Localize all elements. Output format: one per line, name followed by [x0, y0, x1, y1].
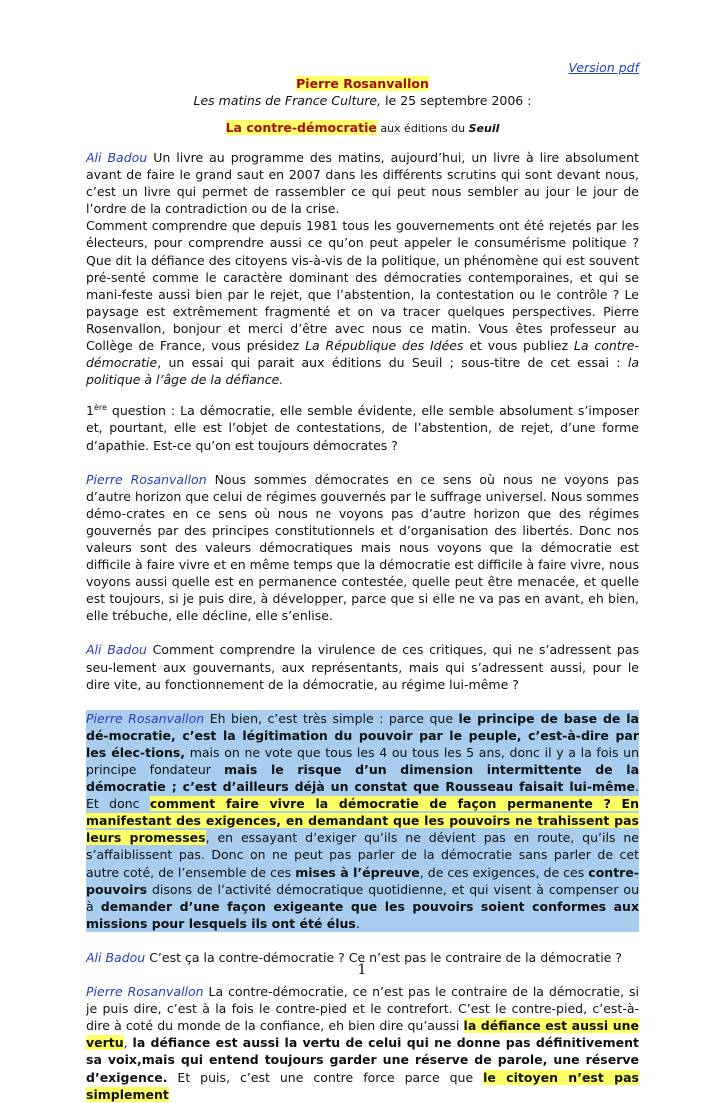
- answer-2-highlighted: [86, 710, 639, 932]
- question-text: question : La démocratie, elle semble évidente, elle semble absolument s’imposer et, pourtant, elle est l’objet de contestations, de l’abstention, de rejet, d’une forme d’apathie. Est-ce qu’on est toujours démocrates ?: [86, 403, 639, 453]
- answer-bold: demander d’une façon exigeante que les pouvoirs soient conformes aux missions pour lesquels ils ont été élus: [86, 898, 640, 931]
- answer-bold: le principe de base de la dé-mocratie, c’est la légitimation du pouvoir par le peuple, c’est-à-dire par les élec-tions,: [86, 710, 639, 760]
- intro-text: Un livre au programme des matins, aujourd’hui, un livre à lire absolument avant de faire le grand saut en 2007 dans les différents scrutins qui sont devant nous, c’est un livre qui permet de rassembler ce qui peut nous sembler au jour le jour de l’ordre de la contradiction ou de la crise.: [86, 150, 639, 217]
- answer-bold: mais le risque d’un dimension intermittente de la démocratie ; c’est d’ailleurs déjà un constat que Rousseau faisait lui-même: [86, 762, 639, 795]
- speaker-host: Ali Badou: [86, 150, 148, 165]
- question-2: [86, 641, 639, 692]
- question-1: [86, 402, 639, 453]
- question-text: C’est ça la contre-démocratie ? Ce n’est pas le contraire de la démocratie ?: [145, 949, 622, 965]
- intro-paragraph-2: [86, 217, 639, 388]
- answer-bold-highlight: la défiance est aussi une vertu: [86, 1018, 639, 1051]
- speaker-guest: Pierre Rosanvallon: [86, 471, 207, 487]
- broadcast-date: le 25 septembre 2006 :: [381, 93, 532, 108]
- speaker-guest: Pierre Rosanvallon: [86, 984, 204, 1000]
- intro-text: et vous publiez: [463, 338, 574, 354]
- intro-italic: la politique à l’âge de la défiance.: [86, 355, 639, 388]
- answer-text: disons de l’activité démocratique quotidienne, et qui visent à compenser ou à: [86, 881, 639, 914]
- intro-text: , un essai qui parait aux éditions du Seuil ; sous-titre de cet essai :: [157, 355, 628, 371]
- answer-text: Nous sommes démocrates en ce sens où nous ne voyons pas d’autre horizon que celui de régimes gouvernés par le suffrage universel. Nous sommes démo-crates en ce sens où nous ne voyons pas d’autre horizon que des régimes gouvernés par des principes constitutionnels et d’organisation des libertés. Donc nos valeurs sont des valeurs démocratiques mais nous voyons que la démocratie est difficile à faire vivre et en même temps que la démocratie est difficile à faire vivre, nous voyons aussi quelle est en permanence contestée, quelle peut être menacée, et quelle est toujours, si je puis dire, à développer, parce que si elle ne va pas en avant, eh bien, elle trébuche, elle décline, elle s’enlise.: [86, 471, 639, 624]
- page-number: 1: [357, 962, 367, 978]
- answer-3: [86, 983, 639, 1103]
- intro-text: Comment comprendre que depuis 1981 tous les gouvernements ont été rejetés par les électeurs, pour comprendre aussi ce qu’on peut appeler le consumérisme politique ? Que dit la défiance des citoyens vis-à-vis de la politique, un phénomène qui est souvent pré-senté comme le caractère dominant des démocraties contemporaines, et qui se mani-feste aussi bien par le rejet, que l’abstention, la contestation ou le contrôle ? Le paysage est extrêmement fragmenté et on va tracer quelques perspectives. Pierre Rosenvallon, bonjour et merci d’être avec nous ce matin. Vous êtes professeur au Collège de France, vous présidez: [86, 218, 639, 354]
- speaker-host: Ali Badou: [86, 642, 147, 658]
- broadcast-line: [86, 92, 639, 109]
- answer-text: . Et donc: [86, 779, 639, 812]
- answer-text: Et puis, c’est une contre force parce que: [167, 1069, 484, 1085]
- speaker-host: Ali Badou: [86, 949, 146, 965]
- book-title: La contre-démocratie: [225, 120, 377, 135]
- answer-bold-highlight: le citoyen n’est pas simplement: [86, 1069, 639, 1102]
- author-name: Pierre Rosanvallon: [296, 76, 429, 91]
- version-pdf-link[interactable]: Version pdf: [568, 60, 639, 75]
- question-superscript: ère: [93, 403, 107, 413]
- answer-text: mais on ne vote que tous les 4 ou tous les 5 ans, donc il y a la fois un principe fondateur: [86, 744, 639, 777]
- publisher-prefix: aux éditions du: [376, 122, 469, 135]
- answer-text: .: [355, 915, 360, 931]
- version-pdf-line: [86, 60, 639, 75]
- intro-paragraph-1: [86, 149, 639, 217]
- broadcast-name: Les matins de France Culture,: [193, 93, 382, 108]
- answer-text: ,: [123, 1035, 133, 1051]
- book-title-line: [86, 119, 639, 137]
- intro-italic: La contre-démocratie: [86, 338, 640, 371]
- answer-text: Eh bien, c’est très simple : parce que: [204, 710, 459, 726]
- answer-text: , en essayant d’exiger qu’ils ne dévient pas en route, qu’ils ne s’affaiblissent pas. Donc on ne peut pas parler de la démocratie sans parler de cet autre coté, de l’ensemble de ces: [86, 830, 639, 880]
- publisher-name: Seuil: [468, 122, 500, 135]
- answer-text: , de ces exigences, de ces: [419, 864, 589, 880]
- answer-bold: contre-pouvoirs: [86, 864, 639, 897]
- answer-text: La contre-démocratie, ce n’est pas le contraire de la démocratie, si je puis dire, c’est à la fois le contre-pied et le contrefort. C’est le contre-pied, c’est-à-dire à coté du monde de la confiance, eh bien dire qu’aussi: [86, 984, 639, 1034]
- answer-bold: la défiance est aussi la vertu de celui qui ne donne pas définitivement sa voix,mais qui entend toujours garder une réserve de parole, une réserve d’exigence.: [86, 1035, 639, 1085]
- answer-bold: mises à l’épreuve: [295, 864, 420, 880]
- author-line: [86, 75, 639, 92]
- question-text: Comment comprendre la virulence de ces critiques, qui ne s’adressent pas seu-lement aux gouvernants, aux représentants, mais qui s’adressent aussi, pour le dire vite, au fonctionnement de la démocratie, au régime lui-même ?: [86, 642, 639, 692]
- answer-bold-highlight: comment faire vivre la démocratie de façon permanente ? En manifestant des exigences, en demandant que les pouvoirs ne trahissent pas leurs promesses: [86, 796, 639, 846]
- question-number: 1: [86, 403, 94, 419]
- speaker-guest: Pierre Rosanvallon: [86, 710, 205, 726]
- intro-italic: La République des Idées: [305, 338, 464, 354]
- document-page: [86, 60, 639, 1103]
- answer-1: [86, 471, 639, 625]
